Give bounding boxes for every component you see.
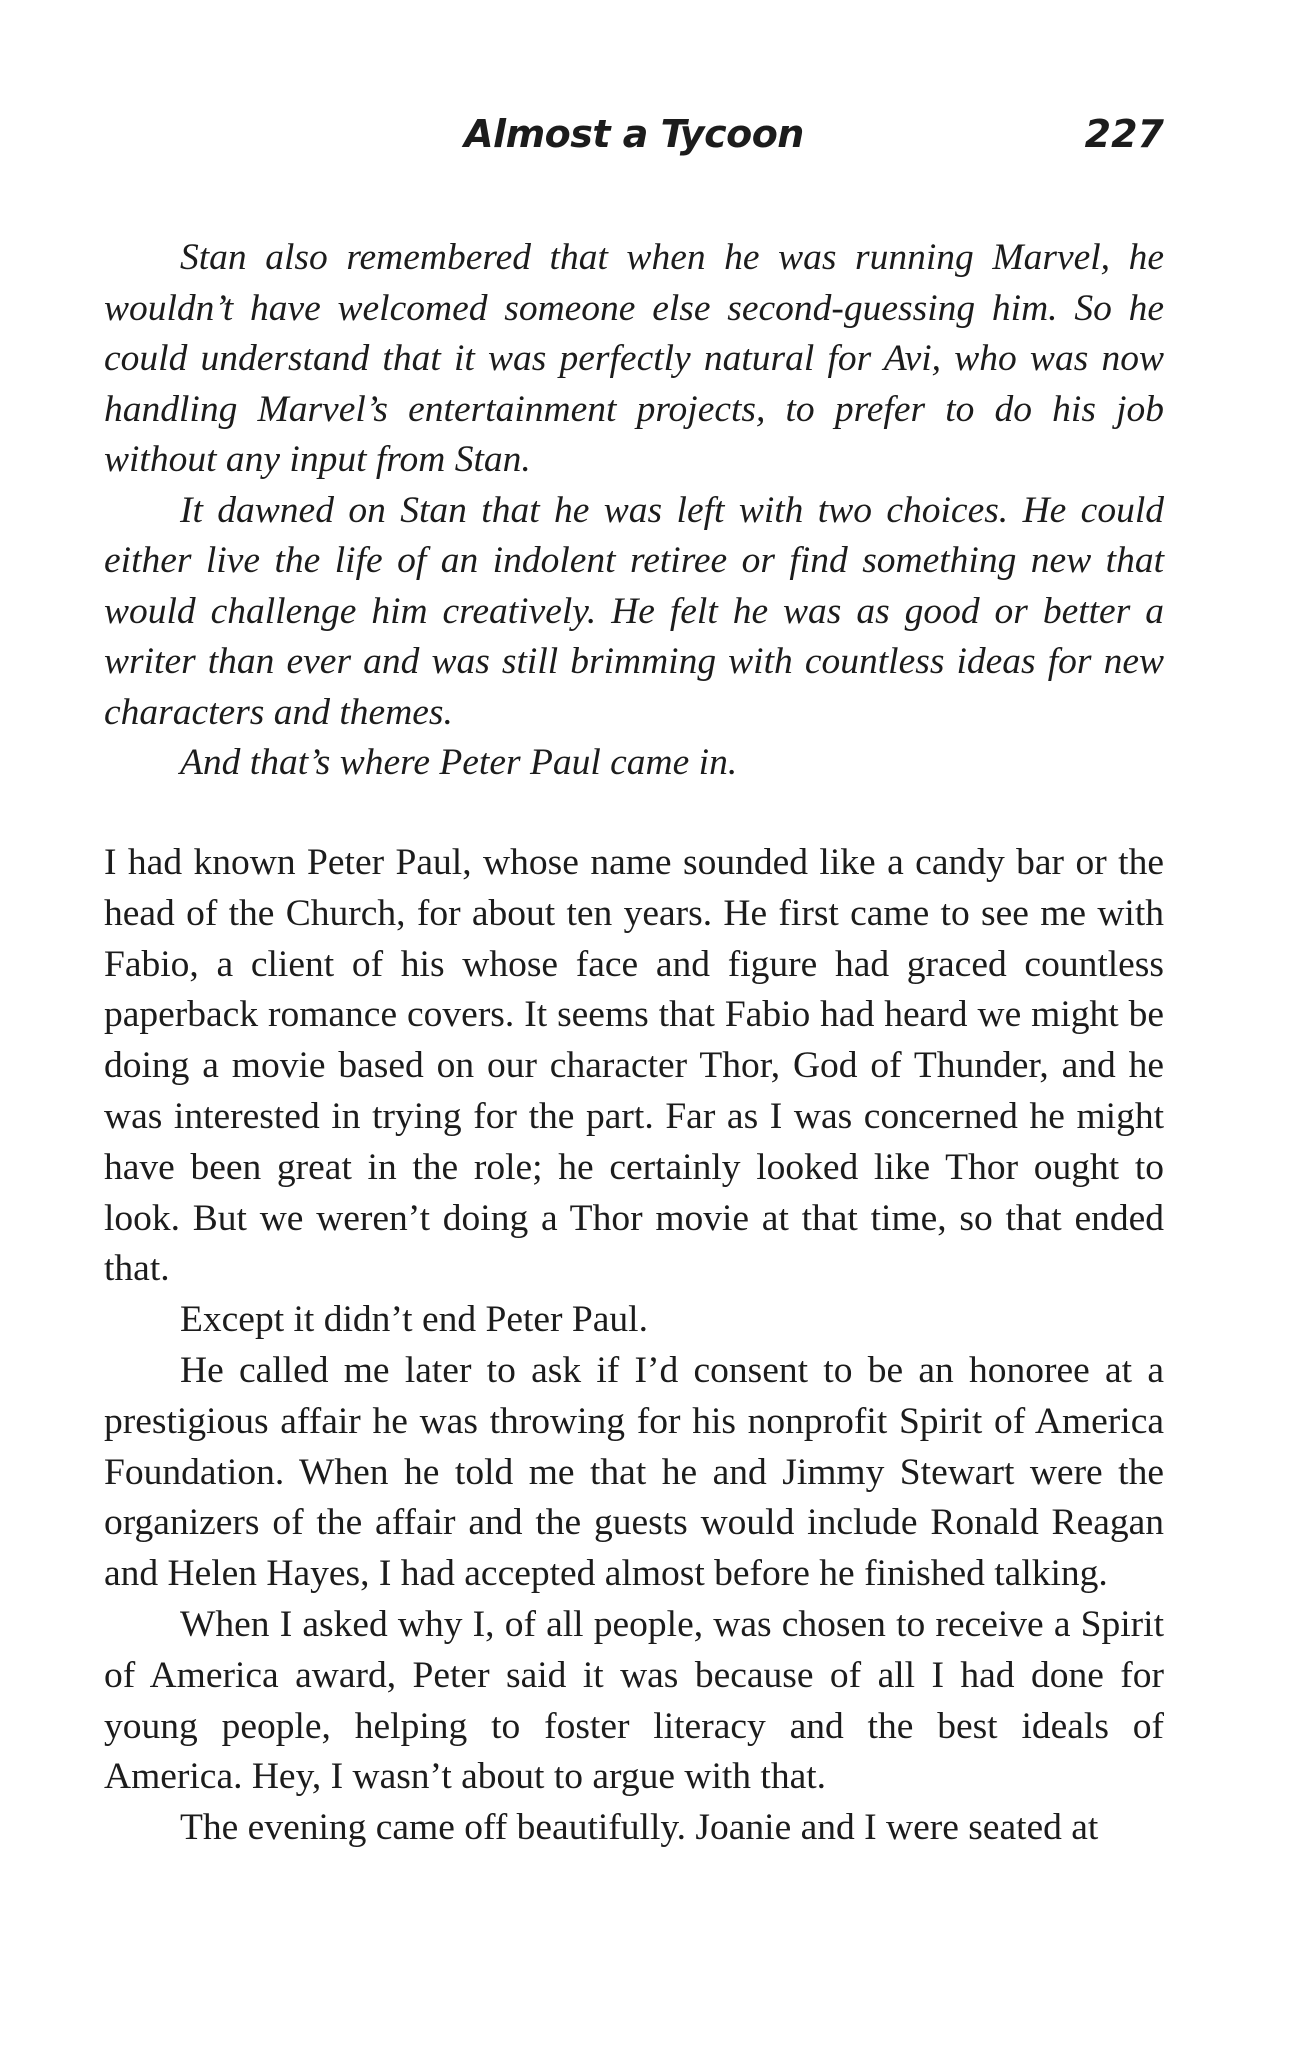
body-paragraph-5: The evening came off beautifully. Joanie and I were seated at bbox=[180, 1807, 1099, 1849]
body-text bbox=[104, 838, 1164, 1854]
italic-paragraph-2: It dawned on Stan that he was left with two choices. He could either live the life of an indolent retiree or find something new that would challenge him creatively. He felt he was as good or better a writer than ever and was still brimming with countless ideas for new characters and themes. bbox=[104, 489, 1164, 733]
italic-paragraph-3: And that’s where Peter Paul came in. bbox=[180, 742, 738, 783]
running-title: Almost a Tycoon bbox=[464, 112, 804, 156]
body-paragraph-3: He called me later to ask if I’d consent to be an honoree at a prestigious affair he was throwing for his nonprofit Spirit of America Foundation. When he told me that he and Jimmy Stewart were the organizers of the affair and the guests would include Ronald Reagan and Helen Hayes, I had accepted almost before he finished talking. bbox=[104, 1349, 1164, 1595]
body-paragraph-2: Except it didn’t end Peter Paul. bbox=[180, 1299, 648, 1341]
body-paragraph-4: When I asked why I, of all people, was chosen to receive a Spirit of America award, Peter said it was because of all I had done for young people, helping to foster literacy and the best ideals of America. Hey, I wasn’t about to argue with that. bbox=[104, 1603, 1164, 1798]
page-number: 227 bbox=[1084, 112, 1164, 156]
running-head bbox=[104, 112, 1164, 172]
italic-paragraph-1: Stan also remembered that when he was running Marvel, he wouldn’t have welcomed someone else second-guessing him. So he could understand that it was perfectly natural for Avi, who was now handling Marvel’s entertainment projects, to prefer to do his job without any input from Stan. bbox=[104, 237, 1164, 480]
body-paragraph-1: I had known Peter Paul, whose name sounded like a candy bar or the head of the Church, for about ten years. He first came to see me with Fabio, a client of his whose face and figure had graced countless paperback romance covers. It seems that Fabio had heard we might be doing a movie based on our character Thor, God of Thunder, and he was interested in trying for the part. Far as I was concerned he might have been great in the role; he certainly looked like Thor ought to look. But we weren’t doing a Thor movie at that time, so that ended that. bbox=[104, 842, 1164, 1290]
italic-passage bbox=[104, 233, 1164, 789]
